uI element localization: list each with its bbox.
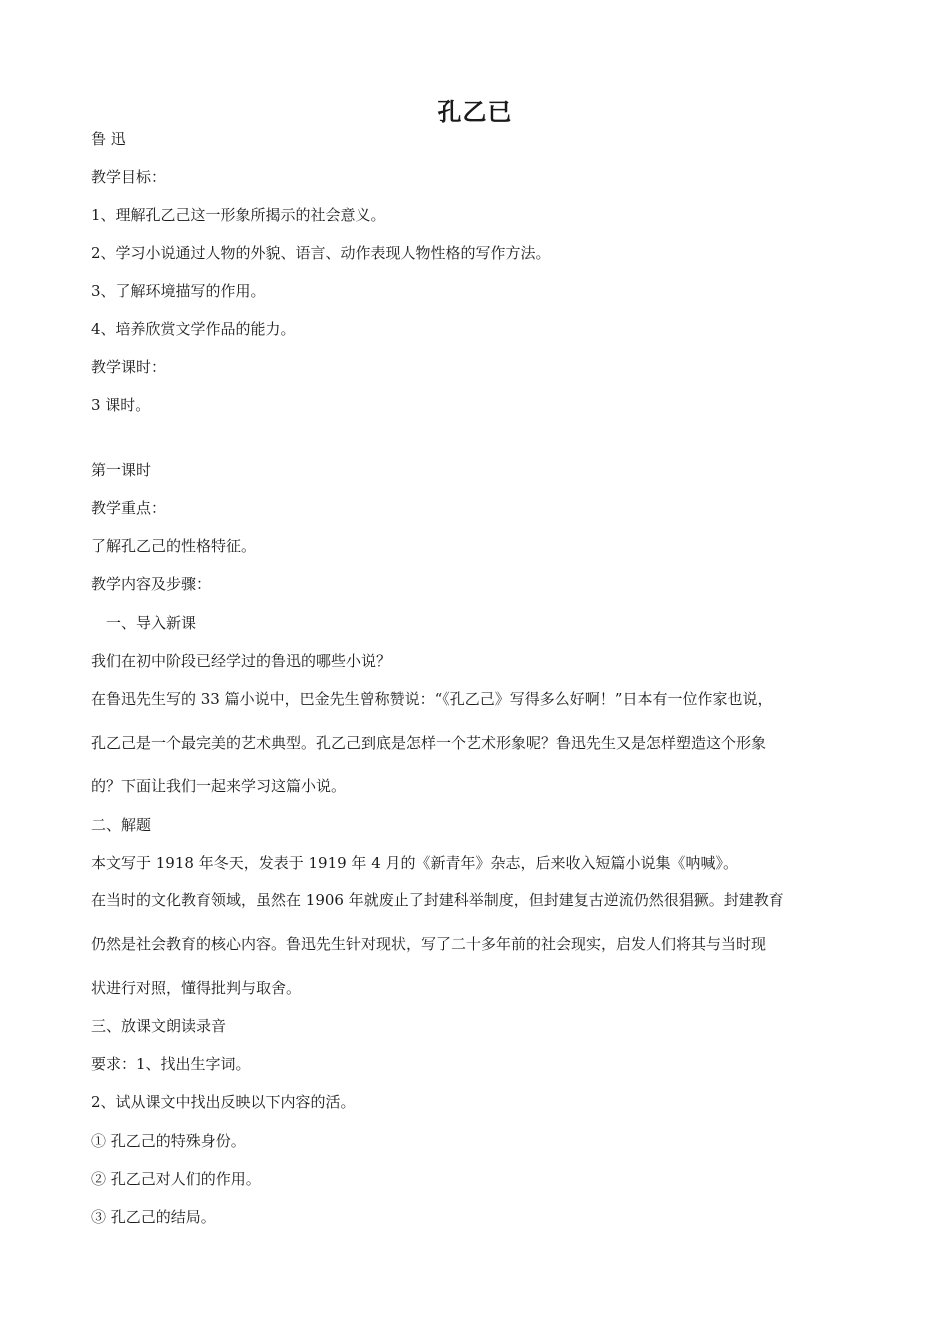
goals-heading: 教学目标： <box>91 168 167 186</box>
section-3-requirement: 要求：1、找出生字词。 <box>91 1055 251 1073</box>
goal-item-1: 1、理解孔乙己这一形象所揭示的社会意义。 <box>91 206 386 224</box>
section-3-point-3: ③ 孔乙己的结局。 <box>91 1208 216 1226</box>
section-1-para-line-3: 的？下面让我们一起来学习这篇小说。 <box>91 777 347 795</box>
section-3-point-1: ① 孔乙己的特殊身份。 <box>91 1132 246 1150</box>
goal-item-2: 2、学习小说通过人物的外貌、语言、动作表现人物性格的写作方法。 <box>91 244 551 262</box>
focus-text: 了解孔乙己的性格特征。 <box>91 537 257 555</box>
section-2-line: 本文写于 1918 年冬天，发表于 1919 年 4 月的《新青年》杂志，后来收入短篇小说集《呐喊》。 <box>91 854 739 872</box>
section-1-heading: 一、导入新课 <box>106 614 197 632</box>
goal-item-3: 3、了解环境描写的作用。 <box>91 282 266 300</box>
section-2-para-line-2: 仍然是社会教育的核心内容。鲁迅先生针对现状，写了二十多年前的社会现实，启发人们将其与当时现 <box>91 935 767 953</box>
document-title: 孔乙已 <box>437 98 513 126</box>
section-2-para-line-3: 状进行对照，懂得批判与取舍。 <box>91 979 302 997</box>
section-2-heading: 二、解题 <box>91 816 152 834</box>
section-3-item-2: 2、试从课文中找出反映以下内容的活。 <box>91 1093 356 1111</box>
steps-heading: 教学内容及步骤： <box>91 575 212 593</box>
section-1-para-line-2: 孔乙己是一个最完美的艺术典型。孔乙己到底是怎样一个艺术形象呢？鲁迅先生又是怎样塑造这个形象 <box>91 734 767 752</box>
lesson-one-heading: 第一课时 <box>91 461 152 479</box>
section-3-heading: 三、放课文朗读录音 <box>91 1017 227 1035</box>
hours-heading: 教学课时： <box>91 358 167 376</box>
section-1-para-line-1: 在鲁迅先生写的 33 篇小说中，巴金先生曾称赞说：“《孔乙己》写得多么好啊！”日本有一位作家也说， <box>91 690 773 708</box>
section-2-para-line-1: 在当时的文化教育领域，虽然在 1906 年就废止了封建科举制度，但封建复古逆流仍然很猖獗。封建教育 <box>91 891 784 909</box>
section-3-point-2: ② 孔乙己对人们的作用。 <box>91 1170 261 1188</box>
focus-heading: 教学重点： <box>91 499 167 517</box>
section-1-question: 我们在初中阶段已经学过的鲁迅的哪些小说？ <box>91 652 392 670</box>
hours-value: 3 课时。 <box>91 396 151 414</box>
goal-item-4: 4、培养欣赏文学作品的能力。 <box>91 320 296 338</box>
author-line: 鲁 迅 <box>91 130 126 148</box>
